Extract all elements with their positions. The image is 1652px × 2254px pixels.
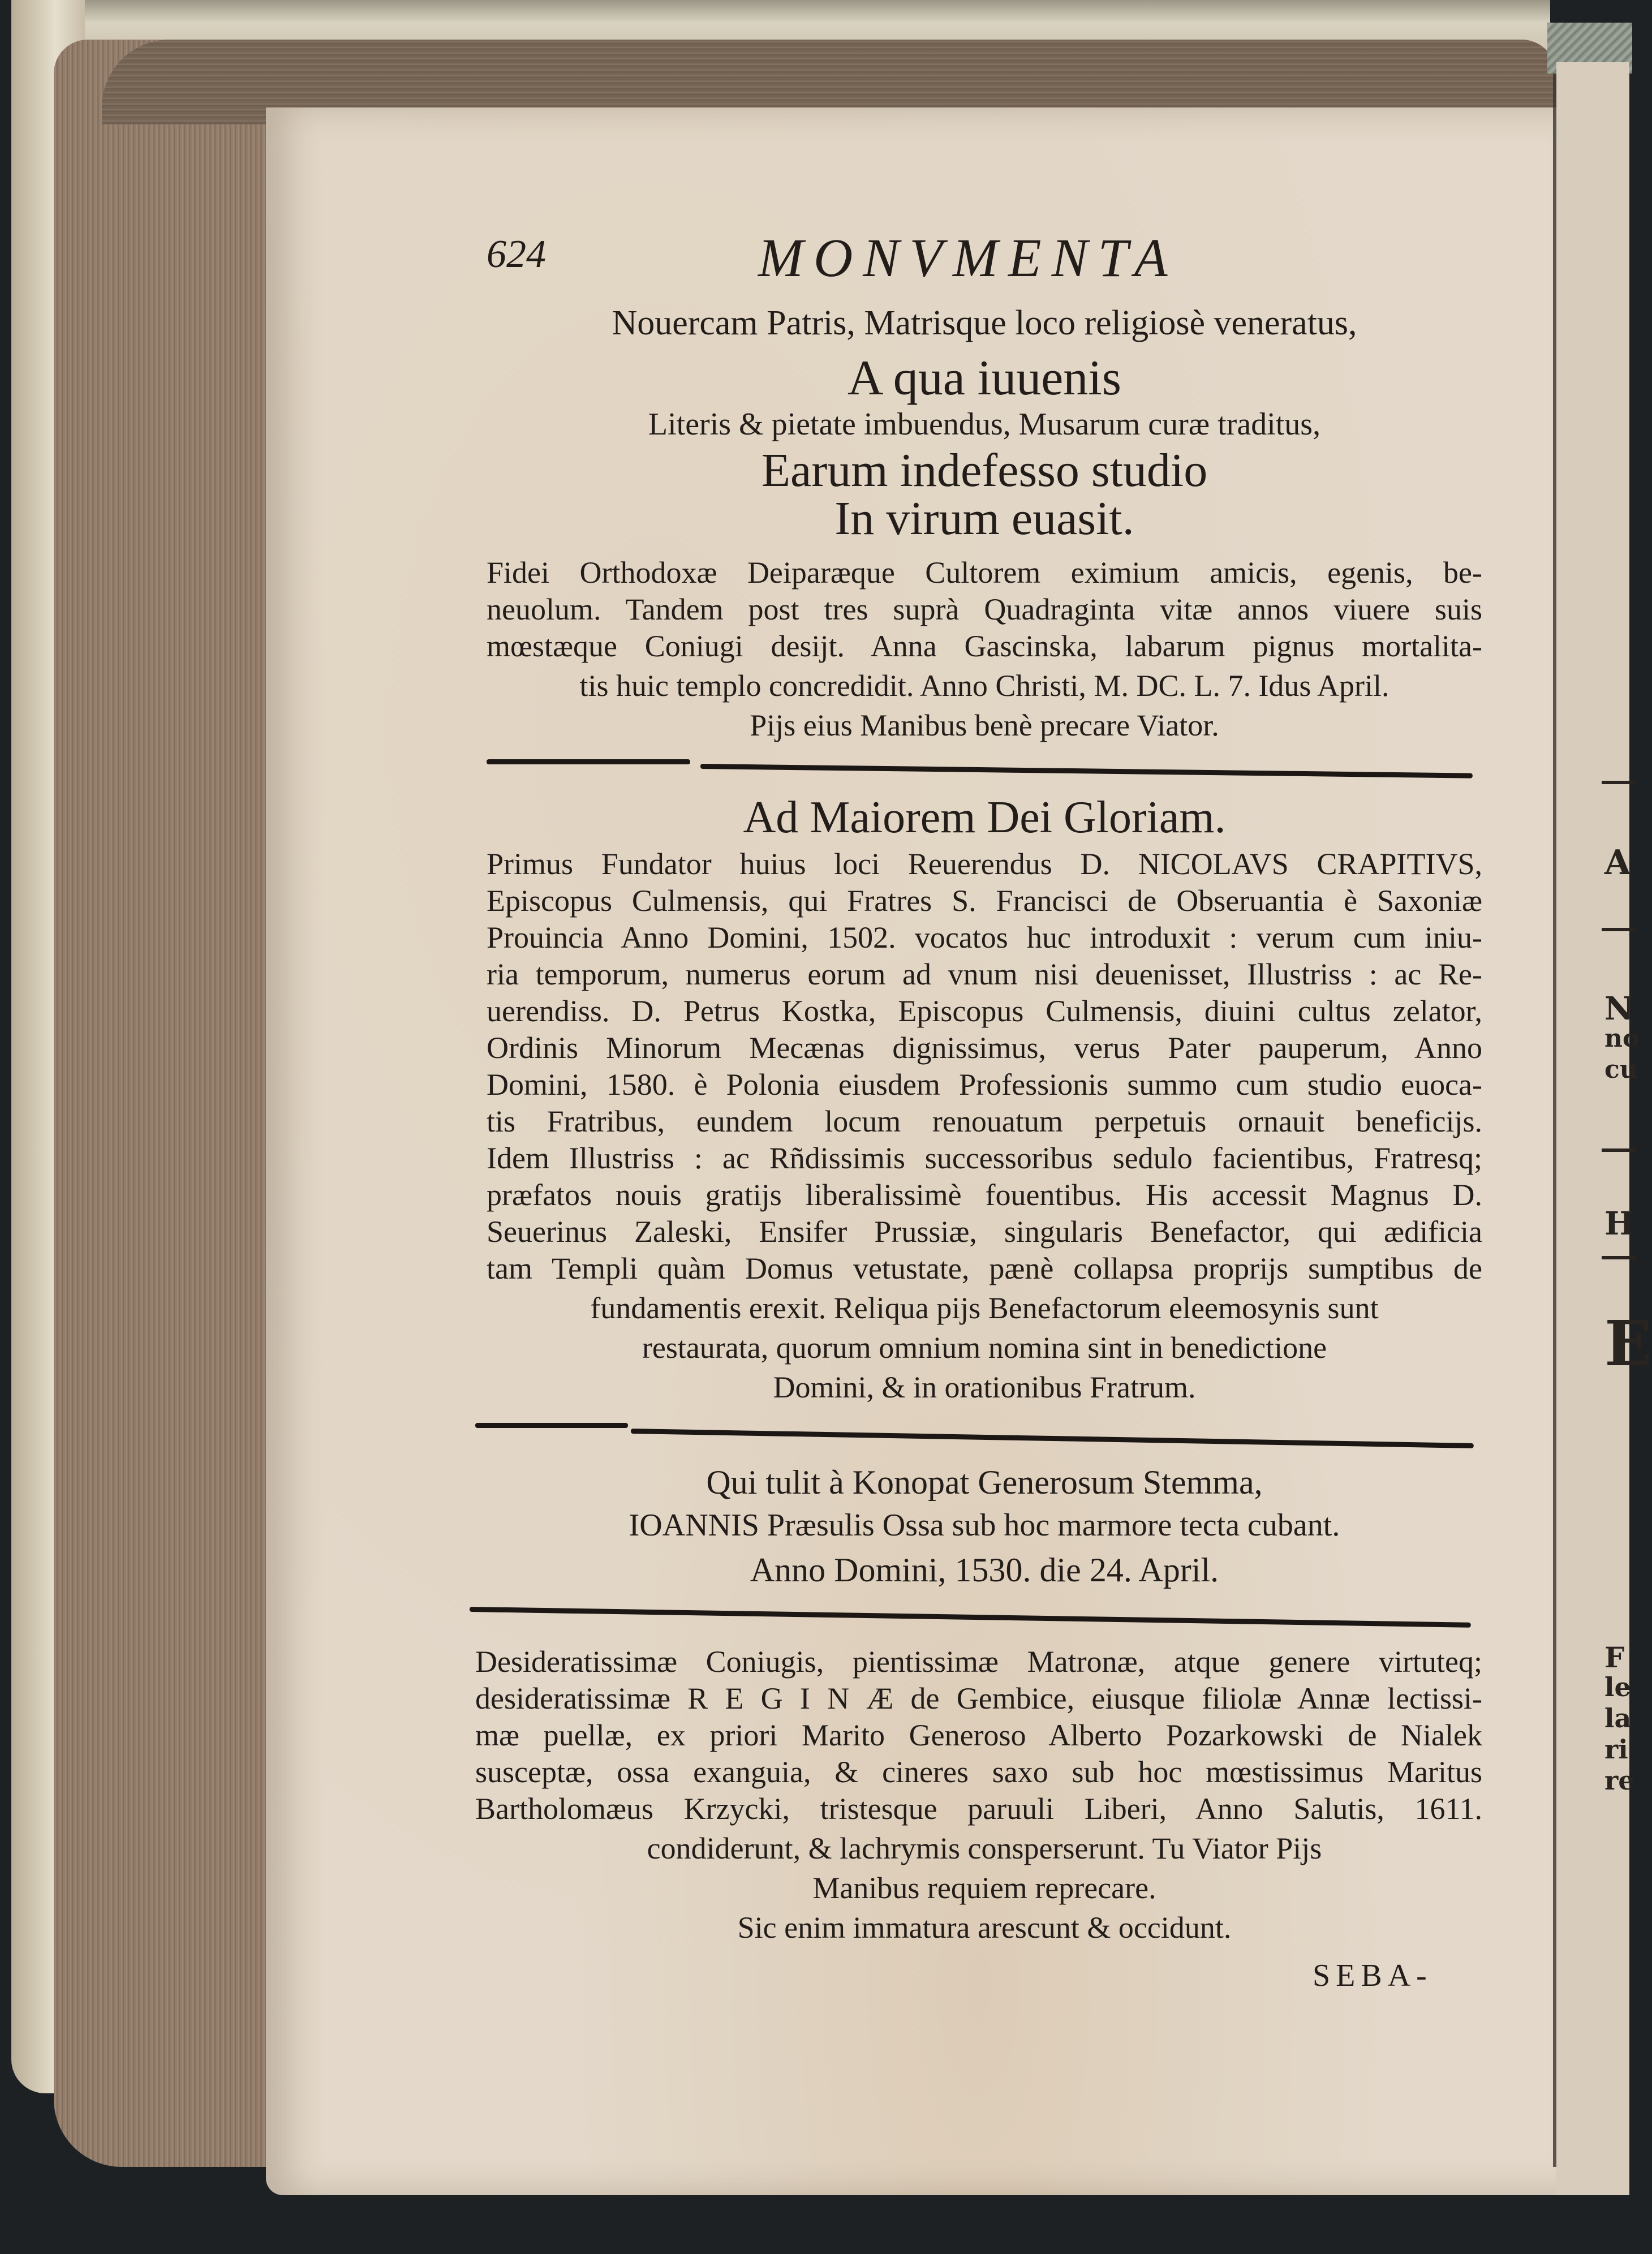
epitaph-line: Literis & pietate imbuendus, Musarum curæ traditus, <box>648 407 1321 442</box>
epitaph-line: Qui tulit à Konopat Generosum Stemma, <box>706 1464 1263 1501</box>
epitaph-line: IOANNIS Præsulis Ossa sub hoc marmore tecta cubant. <box>629 1508 1340 1543</box>
epitaph-line: ria temporum, numerus eorum ad vnum nisi deuenisset, Illustriss : ac Re- <box>487 957 1482 991</box>
epitaph-line: tis Fratribus, eundem locum renouatum perpetuis ornauit beneficijs. <box>487 1104 1482 1138</box>
epitaph-line: Anno Domini, 1530. die 24. April. <box>750 1551 1219 1589</box>
epitaph-line: restaurata, quorum omnium nomina sint in benedictione <box>642 1331 1327 1365</box>
next-page-rule <box>1602 928 1636 931</box>
next-page-fragment: le <box>1604 1672 1631 1702</box>
running-head: MONVMENTA <box>758 227 1178 288</box>
epitaph-line: Episcopus Culmensis, qui Fratres S. Francisci de Obseruantia è Saxoniæ <box>487 884 1482 918</box>
next-page-fragment: re <box>1604 1765 1635 1796</box>
epitaph-line: mœstæque Coniugi desijt. Anna Gascinska, labarum pignus mortalita- <box>487 629 1482 663</box>
epitaph-line: Prouincia Anno Domini, 1502. vocatos huc introduxit : verum cum iniu- <box>487 920 1482 954</box>
epitaph-line: desideratissimæ R E G I N Æ de Gembice, eiusque filiolæ Annæ lectissi- <box>475 1681 1482 1715</box>
epitaph-line: mæ puellæ, ex priori Marito Generoso Alberto Pozarkowski de Nialek <box>475 1718 1482 1752</box>
epitaph-line: Domini, 1580. è Polonia eiusdem Professionis summo cum studio euoca- <box>487 1068 1482 1102</box>
epitaph-line: Desideratissimæ Coniugis, pientissimæ Matronæ, atque genere virtuteq; <box>475 1645 1482 1679</box>
epitaph-line: Nouercam Patris, Matrisque loco religiosè veneratus, <box>612 304 1357 342</box>
next-page-fragment: H <box>1604 1205 1634 1242</box>
epitaph-line: Bartholomæus Krzycki, tristesque paruuli Liberi, Anno Salutis, 1611. <box>475 1792 1482 1826</box>
epitaph-line: Primus Fundator huius loci Reuerendus D. NICOLAVS CRAPITIVS, <box>487 847 1482 881</box>
next-page-rule <box>1602 781 1636 784</box>
next-page-fragment: no <box>1604 1024 1640 1053</box>
next-page-fragment: cu <box>1604 1055 1638 1084</box>
page-block-fore-edge <box>54 40 303 2167</box>
page-number: 624 <box>487 233 546 276</box>
epitaph-line: susceptæ, ossa exanguia, & cineres saxo sub hoc mœstissimus Maritus <box>475 1755 1482 1789</box>
epitaph-line: A qua iuuenis <box>847 351 1121 406</box>
epitaph-line: Idem Illustriss : ac Rñdissimis successoribus sedulo facientibus, Fratresq; <box>487 1141 1482 1175</box>
epitaph-line: Sic enim immatura arescunt & occidunt. <box>737 1911 1232 1945</box>
section-rule <box>475 1423 628 1428</box>
catchword: SEBA- <box>1313 1958 1432 1993</box>
epitaph-line: Pijs eius Manibus benè precare Viator. <box>750 708 1219 742</box>
section-rule <box>487 759 690 764</box>
epitaph-line: In virum euasit. <box>834 492 1134 545</box>
next-page-fragment: ri <box>1604 1734 1628 1765</box>
epitaph-line: Domini, & in orationibus Fratrum. <box>773 1370 1196 1404</box>
next-page-fragment: E <box>1604 1307 1652 1380</box>
next-page-fragment: N <box>1604 990 1634 1027</box>
epitaph-line: Earum indefesso studio <box>761 444 1208 497</box>
epitaph-heading: Ad Maiorem Dei Gloriam. <box>743 793 1226 842</box>
epitaph-line: tis huic templo concredidit. Anno Christi, M. DC. L. 7. Idus April. <box>579 669 1389 703</box>
epitaph-line: Manibus requiem reprecare. <box>812 1871 1156 1905</box>
epitaph-line: Fidei Orthodoxæ Deiparæque Cultorem eximium amicis, egenis, be- <box>487 556 1482 590</box>
epitaph-line: fundamentis erexit. Reliqua pijs Benefactorum eleemosynis sunt <box>590 1291 1379 1325</box>
next-page-edge <box>1556 62 1652 2195</box>
next-page-rule <box>1602 1256 1636 1259</box>
epitaph-line: neuolum. Tandem post tres suprà Quadraginta vitæ annos viuere suis <box>487 592 1482 626</box>
next-page-fragment: F <box>1604 1641 1625 1674</box>
epitaph-line: præfatos nouis gratijs liberalissimè fouentibus. His accessit Magnus D. <box>487 1178 1482 1212</box>
next-page-fragment: A <box>1604 843 1631 883</box>
epitaph-line: tam Templi quàm Domus vetustate, pænè collapsa proprijs sumptibus de <box>487 1251 1482 1285</box>
next-page-fragment: la <box>1604 1703 1632 1733</box>
epitaph-line: condiderunt, & lachrymis consperserunt. Tu Viator Pijs <box>647 1831 1322 1865</box>
epitaph-line: Ordinis Minorum Mecænas dignissimus, verus Pater pauperum, Anno <box>487 1031 1482 1065</box>
epitaph-line: Seuerinus Zaleski, Ensifer Prussiæ, singularis Benefactor, qui ædificia <box>487 1215 1482 1249</box>
next-page-rule <box>1602 1148 1636 1152</box>
epitaph-line: uerendiss. D. Petrus Kostka, Episcopus Culmensis, diuini cultus zelator, <box>487 994 1482 1028</box>
